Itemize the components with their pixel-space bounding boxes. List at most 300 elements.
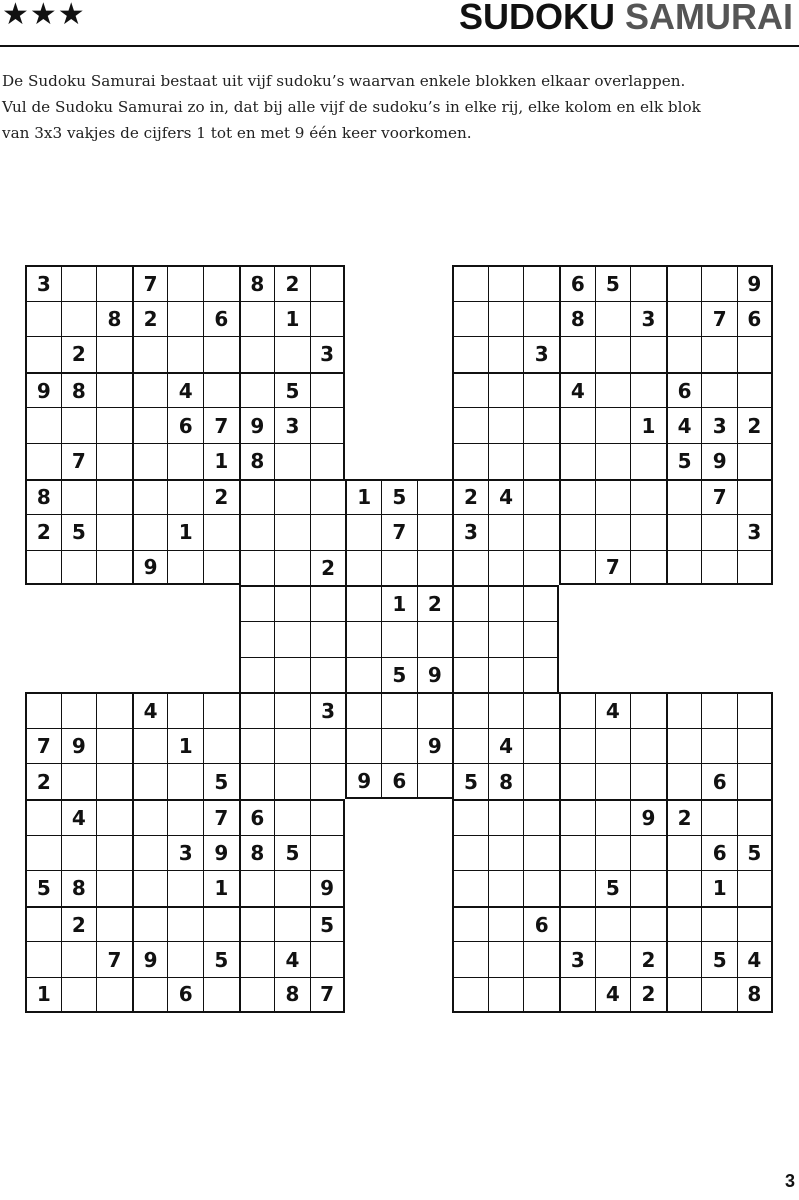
grid-cell[interactable] [595,301,631,337]
grid-cell[interactable] [25,692,61,728]
grid-cell[interactable] [737,799,773,835]
grid-cell[interactable] [310,941,346,977]
grid-cell[interactable]: 4 [488,728,524,764]
grid-cell[interactable] [737,870,773,906]
grid-cell[interactable]: 3 [737,514,773,550]
grid-cell[interactable] [559,977,595,1013]
grid-cell[interactable] [559,692,595,728]
grid-cell[interactable] [274,870,310,906]
grid-cell[interactable] [96,835,132,871]
grid-cell[interactable]: 9 [61,728,97,764]
grid-cell[interactable] [310,585,346,621]
grid-cell[interactable] [132,479,168,515]
grid-cell[interactable]: 8 [274,977,310,1013]
grid-cell[interactable]: 2 [310,550,346,586]
grid-cell[interactable] [167,799,203,835]
grid-cell[interactable] [96,443,132,479]
grid-cell[interactable]: 9 [132,941,168,977]
grid-cell[interactable] [595,443,631,479]
grid-cell[interactable] [559,835,595,871]
grid-cell[interactable]: 3 [630,301,666,337]
grid-cell[interactable] [61,265,97,301]
grid-cell[interactable]: 3 [310,692,346,728]
grid-cell[interactable]: 5 [666,443,702,479]
grid-cell[interactable] [132,977,168,1013]
grid-cell[interactable]: 5 [381,479,417,515]
grid-cell[interactable]: 6 [701,835,737,871]
grid-cell[interactable] [452,657,488,693]
grid-cell[interactable] [345,621,381,657]
grid-cell[interactable] [737,692,773,728]
grid-cell[interactable] [595,835,631,871]
grid-cell[interactable]: 7 [595,550,631,586]
grid-cell[interactable] [239,585,275,621]
grid-cell[interactable] [203,514,239,550]
grid-cell[interactable] [559,763,595,799]
grid-cell[interactable]: 1 [345,479,381,515]
grid-cell[interactable] [274,763,310,799]
grid-cell[interactable]: 1 [25,977,61,1013]
grid-cell[interactable] [310,265,346,301]
grid-cell[interactable] [167,870,203,906]
grid-cell[interactable] [310,407,346,443]
grid-cell[interactable] [310,799,346,835]
grid-cell[interactable] [61,941,97,977]
grid-cell[interactable] [132,443,168,479]
grid-cell[interactable] [203,265,239,301]
grid-cell[interactable]: 5 [452,763,488,799]
grid-cell[interactable] [381,692,417,728]
grid-cell[interactable] [310,514,346,550]
grid-cell[interactable] [666,835,702,871]
grid-cell[interactable] [630,479,666,515]
grid-cell[interactable] [417,692,453,728]
grid-cell[interactable] [488,301,524,337]
grid-cell[interactable] [630,835,666,871]
grid-cell[interactable] [488,372,524,408]
grid-cell[interactable] [345,514,381,550]
grid-cell[interactable] [523,870,559,906]
grid-cell[interactable]: 1 [381,585,417,621]
grid-cell[interactable]: 4 [666,407,702,443]
grid-cell[interactable] [595,763,631,799]
grid-cell[interactable] [96,372,132,408]
grid-cell[interactable] [167,265,203,301]
grid-cell[interactable] [310,372,346,408]
grid-cell[interactable] [666,265,702,301]
grid-cell[interactable] [132,372,168,408]
grid-cell[interactable] [96,514,132,550]
grid-cell[interactable]: 5 [381,657,417,693]
grid-cell[interactable] [595,941,631,977]
grid-cell[interactable] [132,870,168,906]
grid-cell[interactable] [61,407,97,443]
grid-cell[interactable] [310,621,346,657]
grid-cell[interactable] [630,763,666,799]
grid-cell[interactable]: 9 [701,443,737,479]
grid-cell[interactable]: 2 [25,514,61,550]
grid-cell[interactable]: 8 [737,977,773,1013]
grid-cell[interactable]: 3 [452,514,488,550]
grid-cell[interactable]: 5 [274,835,310,871]
grid-cell[interactable]: 1 [203,870,239,906]
grid-cell[interactable] [488,941,524,977]
grid-cell[interactable] [595,336,631,372]
grid-cell[interactable] [488,443,524,479]
grid-cell[interactable] [203,728,239,764]
grid-cell[interactable]: 7 [203,407,239,443]
grid-cell[interactable] [132,835,168,871]
grid-cell[interactable] [96,479,132,515]
grid-cell[interactable] [488,550,524,586]
grid-cell[interactable] [666,763,702,799]
grid-cell[interactable] [559,443,595,479]
grid-cell[interactable] [523,941,559,977]
grid-cell[interactable] [239,336,275,372]
grid-cell[interactable] [96,728,132,764]
grid-cell[interactable] [701,336,737,372]
grid-cell[interactable]: 5 [737,835,773,871]
grid-cell[interactable] [417,479,453,515]
grid-cell[interactable] [96,692,132,728]
grid-cell[interactable] [239,550,275,586]
grid-cell[interactable] [345,692,381,728]
grid-cell[interactable] [25,336,61,372]
grid-cell[interactable] [274,550,310,586]
grid-cell[interactable] [452,799,488,835]
grid-cell[interactable] [239,514,275,550]
grid-cell[interactable] [452,372,488,408]
grid-cell[interactable] [381,728,417,764]
grid-cell[interactable] [239,977,275,1013]
grid-cell[interactable] [488,692,524,728]
grid-cell[interactable] [630,443,666,479]
grid-cell[interactable] [310,657,346,693]
grid-cell[interactable] [167,301,203,337]
grid-cell[interactable] [239,763,275,799]
grid-cell[interactable] [630,336,666,372]
grid-cell[interactable] [132,763,168,799]
grid-cell[interactable] [61,763,97,799]
grid-cell[interactable] [630,514,666,550]
grid-cell[interactable]: 9 [630,799,666,835]
grid-cell[interactable] [666,479,702,515]
grid-cell[interactable]: 1 [630,407,666,443]
grid-cell[interactable] [737,906,773,942]
grid-cell[interactable] [452,870,488,906]
grid-cell[interactable] [630,906,666,942]
grid-cell[interactable] [61,692,97,728]
grid-cell[interactable] [25,906,61,942]
grid-cell[interactable]: 5 [25,870,61,906]
grid-cell[interactable] [523,585,559,621]
grid-cell[interactable] [737,763,773,799]
grid-cell[interactable] [523,407,559,443]
grid-cell[interactable] [630,870,666,906]
grid-cell[interactable]: 7 [701,301,737,337]
grid-cell[interactable]: 8 [239,265,275,301]
grid-cell[interactable]: 7 [61,443,97,479]
grid-cell[interactable]: 6 [167,407,203,443]
grid-cell[interactable] [523,372,559,408]
grid-cell[interactable] [488,657,524,693]
grid-cell[interactable] [96,407,132,443]
grid-cell[interactable] [345,728,381,764]
grid-cell[interactable]: 9 [239,407,275,443]
grid-cell[interactable] [310,763,346,799]
grid-cell[interactable] [381,550,417,586]
grid-cell[interactable] [488,835,524,871]
grid-cell[interactable] [167,692,203,728]
grid-cell[interactable] [523,835,559,871]
grid-cell[interactable]: 2 [203,479,239,515]
grid-cell[interactable] [452,301,488,337]
grid-cell[interactable]: 9 [345,763,381,799]
grid-cell[interactable] [274,479,310,515]
grid-cell[interactable] [559,479,595,515]
grid-cell[interactable] [381,621,417,657]
grid-cell[interactable] [666,977,702,1013]
grid-cell[interactable]: 9 [417,728,453,764]
grid-cell[interactable] [274,657,310,693]
grid-cell[interactable]: 7 [203,799,239,835]
grid-cell[interactable]: 6 [167,977,203,1013]
grid-cell[interactable] [132,514,168,550]
grid-cell[interactable]: 4 [559,372,595,408]
grid-cell[interactable] [701,514,737,550]
grid-cell[interactable] [488,585,524,621]
grid-cell[interactable] [274,728,310,764]
grid-cell[interactable] [132,906,168,942]
grid-cell[interactable]: 4 [132,692,168,728]
grid-cell[interactable] [132,336,168,372]
grid-cell[interactable] [274,336,310,372]
grid-cell[interactable] [310,443,346,479]
grid-cell[interactable] [595,799,631,835]
grid-cell[interactable] [61,301,97,337]
grid-cell[interactable]: 7 [310,977,346,1013]
grid-cell[interactable] [523,728,559,764]
grid-cell[interactable] [666,514,702,550]
grid-cell[interactable] [239,479,275,515]
grid-cell[interactable] [274,443,310,479]
grid-cell[interactable]: 9 [25,372,61,408]
grid-cell[interactable] [452,835,488,871]
grid-cell[interactable]: 5 [701,941,737,977]
grid-cell[interactable] [523,550,559,586]
grid-cell[interactable]: 8 [61,870,97,906]
grid-cell[interactable] [61,550,97,586]
grid-cell[interactable]: 5 [203,941,239,977]
grid-cell[interactable]: 2 [132,301,168,337]
grid-cell[interactable] [61,835,97,871]
grid-cell[interactable] [310,301,346,337]
grid-cell[interactable] [417,514,453,550]
grid-cell[interactable] [630,265,666,301]
grid-cell[interactable] [452,728,488,764]
grid-cell[interactable]: 3 [274,407,310,443]
grid-cell[interactable] [701,906,737,942]
grid-cell[interactable]: 2 [61,336,97,372]
grid-cell[interactable]: 9 [417,657,453,693]
grid-cell[interactable] [595,407,631,443]
grid-cell[interactable]: 5 [203,763,239,799]
grid-cell[interactable]: 1 [203,443,239,479]
grid-cell[interactable] [96,550,132,586]
grid-cell[interactable]: 2 [737,407,773,443]
grid-cell[interactable] [488,265,524,301]
grid-cell[interactable] [701,692,737,728]
grid-cell[interactable] [666,550,702,586]
grid-cell[interactable]: 1 [701,870,737,906]
grid-cell[interactable] [737,443,773,479]
grid-cell[interactable]: 8 [61,372,97,408]
grid-cell[interactable] [523,799,559,835]
grid-cell[interactable] [523,977,559,1013]
grid-cell[interactable] [274,906,310,942]
grid-cell[interactable] [132,407,168,443]
grid-cell[interactable] [25,799,61,835]
grid-cell[interactable] [559,550,595,586]
grid-cell[interactable] [25,443,61,479]
grid-cell[interactable]: 5 [595,870,631,906]
grid-cell[interactable] [488,906,524,942]
grid-cell[interactable] [239,657,275,693]
grid-cell[interactable]: 4 [167,372,203,408]
grid-cell[interactable] [701,550,737,586]
grid-cell[interactable] [310,835,346,871]
grid-cell[interactable] [701,372,737,408]
grid-cell[interactable] [595,372,631,408]
grid-cell[interactable] [239,301,275,337]
grid-cell[interactable]: 5 [310,906,346,942]
grid-cell[interactable] [167,941,203,977]
grid-cell[interactable] [167,906,203,942]
grid-cell[interactable] [595,728,631,764]
grid-cell[interactable] [274,799,310,835]
grid-cell[interactable] [203,906,239,942]
grid-cell[interactable] [666,336,702,372]
grid-cell[interactable] [452,336,488,372]
grid-cell[interactable] [666,870,702,906]
grid-cell[interactable] [239,941,275,977]
grid-cell[interactable]: 8 [488,763,524,799]
grid-cell[interactable]: 4 [595,977,631,1013]
grid-cell[interactable] [167,336,203,372]
grid-cell[interactable] [167,763,203,799]
grid-cell[interactable]: 2 [61,906,97,942]
grid-cell[interactable] [559,870,595,906]
grid-cell[interactable] [452,906,488,942]
grid-cell[interactable]: 4 [274,941,310,977]
grid-cell[interactable] [737,336,773,372]
grid-cell[interactable] [239,870,275,906]
grid-cell[interactable]: 2 [630,941,666,977]
grid-cell[interactable]: 4 [737,941,773,977]
grid-cell[interactable]: 1 [274,301,310,337]
grid-cell[interactable] [452,265,488,301]
grid-cell[interactable]: 9 [132,550,168,586]
grid-cell[interactable] [559,728,595,764]
grid-cell[interactable]: 3 [559,941,595,977]
grid-cell[interactable] [737,728,773,764]
grid-cell[interactable] [274,692,310,728]
grid-cell[interactable] [96,763,132,799]
grid-cell[interactable] [310,728,346,764]
grid-cell[interactable] [96,336,132,372]
grid-cell[interactable] [167,550,203,586]
grid-cell[interactable] [666,692,702,728]
grid-cell[interactable] [167,443,203,479]
grid-cell[interactable] [239,692,275,728]
grid-cell[interactable] [239,621,275,657]
grid-cell[interactable] [96,799,132,835]
grid-cell[interactable] [523,657,559,693]
grid-cell[interactable] [737,550,773,586]
grid-cell[interactable]: 9 [310,870,346,906]
grid-cell[interactable]: 2 [666,799,702,835]
grid-cell[interactable] [523,479,559,515]
grid-cell[interactable]: 9 [737,265,773,301]
grid-cell[interactable] [96,265,132,301]
grid-cell[interactable]: 3 [310,336,346,372]
grid-cell[interactable] [452,443,488,479]
grid-cell[interactable]: 5 [274,372,310,408]
grid-cell[interactable] [523,621,559,657]
grid-cell[interactable] [345,585,381,621]
grid-cell[interactable]: 7 [25,728,61,764]
grid-cell[interactable]: 2 [630,977,666,1013]
grid-cell[interactable]: 2 [452,479,488,515]
grid-cell[interactable] [417,621,453,657]
grid-cell[interactable] [274,585,310,621]
grid-cell[interactable] [701,799,737,835]
grid-cell[interactable] [96,870,132,906]
grid-cell[interactable]: 4 [595,692,631,728]
grid-cell[interactable] [523,301,559,337]
grid-cell[interactable] [488,336,524,372]
grid-cell[interactable]: 6 [523,906,559,942]
grid-cell[interactable] [523,692,559,728]
grid-cell[interactable]: 6 [666,372,702,408]
grid-cell[interactable] [666,728,702,764]
grid-cell[interactable]: 4 [61,799,97,835]
grid-cell[interactable] [559,336,595,372]
grid-cell[interactable] [630,550,666,586]
grid-cell[interactable] [203,550,239,586]
grid-cell[interactable] [595,514,631,550]
grid-cell[interactable] [203,336,239,372]
grid-cell[interactable] [25,550,61,586]
grid-cell[interactable] [488,514,524,550]
grid-cell[interactable] [274,621,310,657]
grid-cell[interactable] [25,941,61,977]
grid-cell[interactable] [701,265,737,301]
grid-cell[interactable] [452,585,488,621]
grid-cell[interactable] [523,265,559,301]
grid-cell[interactable] [559,906,595,942]
grid-cell[interactable] [737,479,773,515]
grid-cell[interactable] [595,479,631,515]
grid-cell[interactable]: 7 [96,941,132,977]
grid-cell[interactable] [132,799,168,835]
grid-cell[interactable] [523,443,559,479]
grid-cell[interactable]: 6 [381,763,417,799]
grid-cell[interactable] [559,799,595,835]
grid-cell[interactable]: 4 [488,479,524,515]
grid-cell[interactable]: 8 [559,301,595,337]
grid-cell[interactable]: 1 [167,514,203,550]
